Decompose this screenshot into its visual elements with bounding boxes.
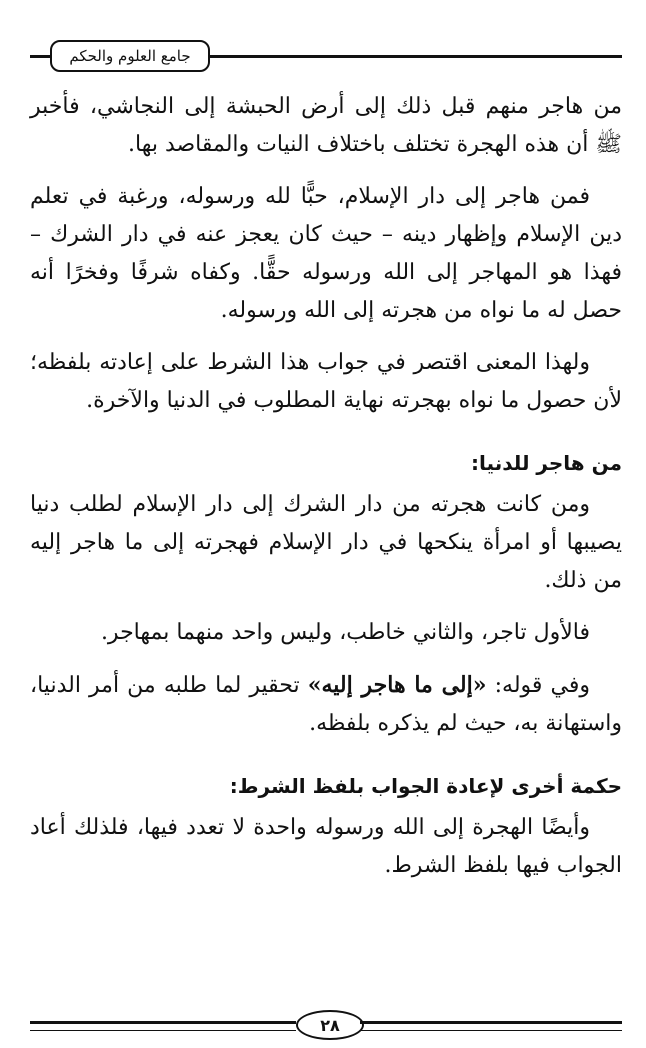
section-heading-1: من هاجر للدنيا: (471, 451, 622, 475)
page-number: ٢٨ (296, 1010, 364, 1040)
paragraph-5: فالأول تاجر، والثاني خاطب، وليس واحد منهما بمهاجر. (100, 620, 590, 645)
paragraph-4: ومن كانت هجرته من دار الشرك إلى دار الإسلام لطلب دنيا يصيبها أو امرأة ينكحها في دار الإسلام فهجرته إلى ما هاجر إليه من ذلك. (30, 492, 622, 593)
header-rule-left (30, 55, 50, 58)
footer-rule-right (360, 1021, 622, 1031)
paragraph-6 (30, 666, 622, 743)
footer-rule-left (30, 1021, 296, 1031)
section-heading-2: حكمة أخرى لإعادة الجواب بلفظ الشرط: (229, 774, 622, 798)
paragraph-6-before: وفي قوله: (486, 673, 590, 698)
paragraph-6-after: تحقير لما طلبه من أمر الدنيا، واستهانة به، حيث لم يذكره بلفظه. (30, 673, 622, 736)
page-footer (30, 1010, 622, 1040)
running-title: جامع العلوم والحكم (50, 40, 210, 72)
page-header (30, 38, 622, 74)
hadith-quote: «إلى ما هاجر إليه» (307, 672, 487, 698)
paragraph-2: فمن هاجر إلى دار الإسلام، حبًّا لله ورسوله، ورغبة في تعلم دين الإسلام وإظهار دينه – حيث كان يعجز عنه في دار الشرك – فهذا هو المهاجر إلى الله ورسوله حقًّا. وكفاه شرفًا وفخرًا أنه حصل له ما نواه من هجرته إلى الله ورسوله. (30, 184, 622, 323)
paragraph-1: من هاجر منهم قبل ذلك إلى أرض الحبشة إلى النجاشي، فأخبر ﷺ أن هذه الهجرة تختلف باختلاف النيات والمقاصد بها. (30, 94, 622, 157)
page-body (30, 88, 622, 899)
paragraph-3: ولهذا المعنى اقتصر في جواب هذا الشرط على إعادته بلفظه؛ لأن حصول ما نواه بهجرته نهاية المطلوب في الدنيا والآخرة. (30, 350, 622, 413)
paragraph-7: وأيضًا الهجرة إلى الله ورسوله واحدة لا تعدد فيها، فلذلك أعاد الجواب فيها بلفظ الشرط. (30, 815, 622, 878)
header-rule-right (208, 55, 622, 58)
